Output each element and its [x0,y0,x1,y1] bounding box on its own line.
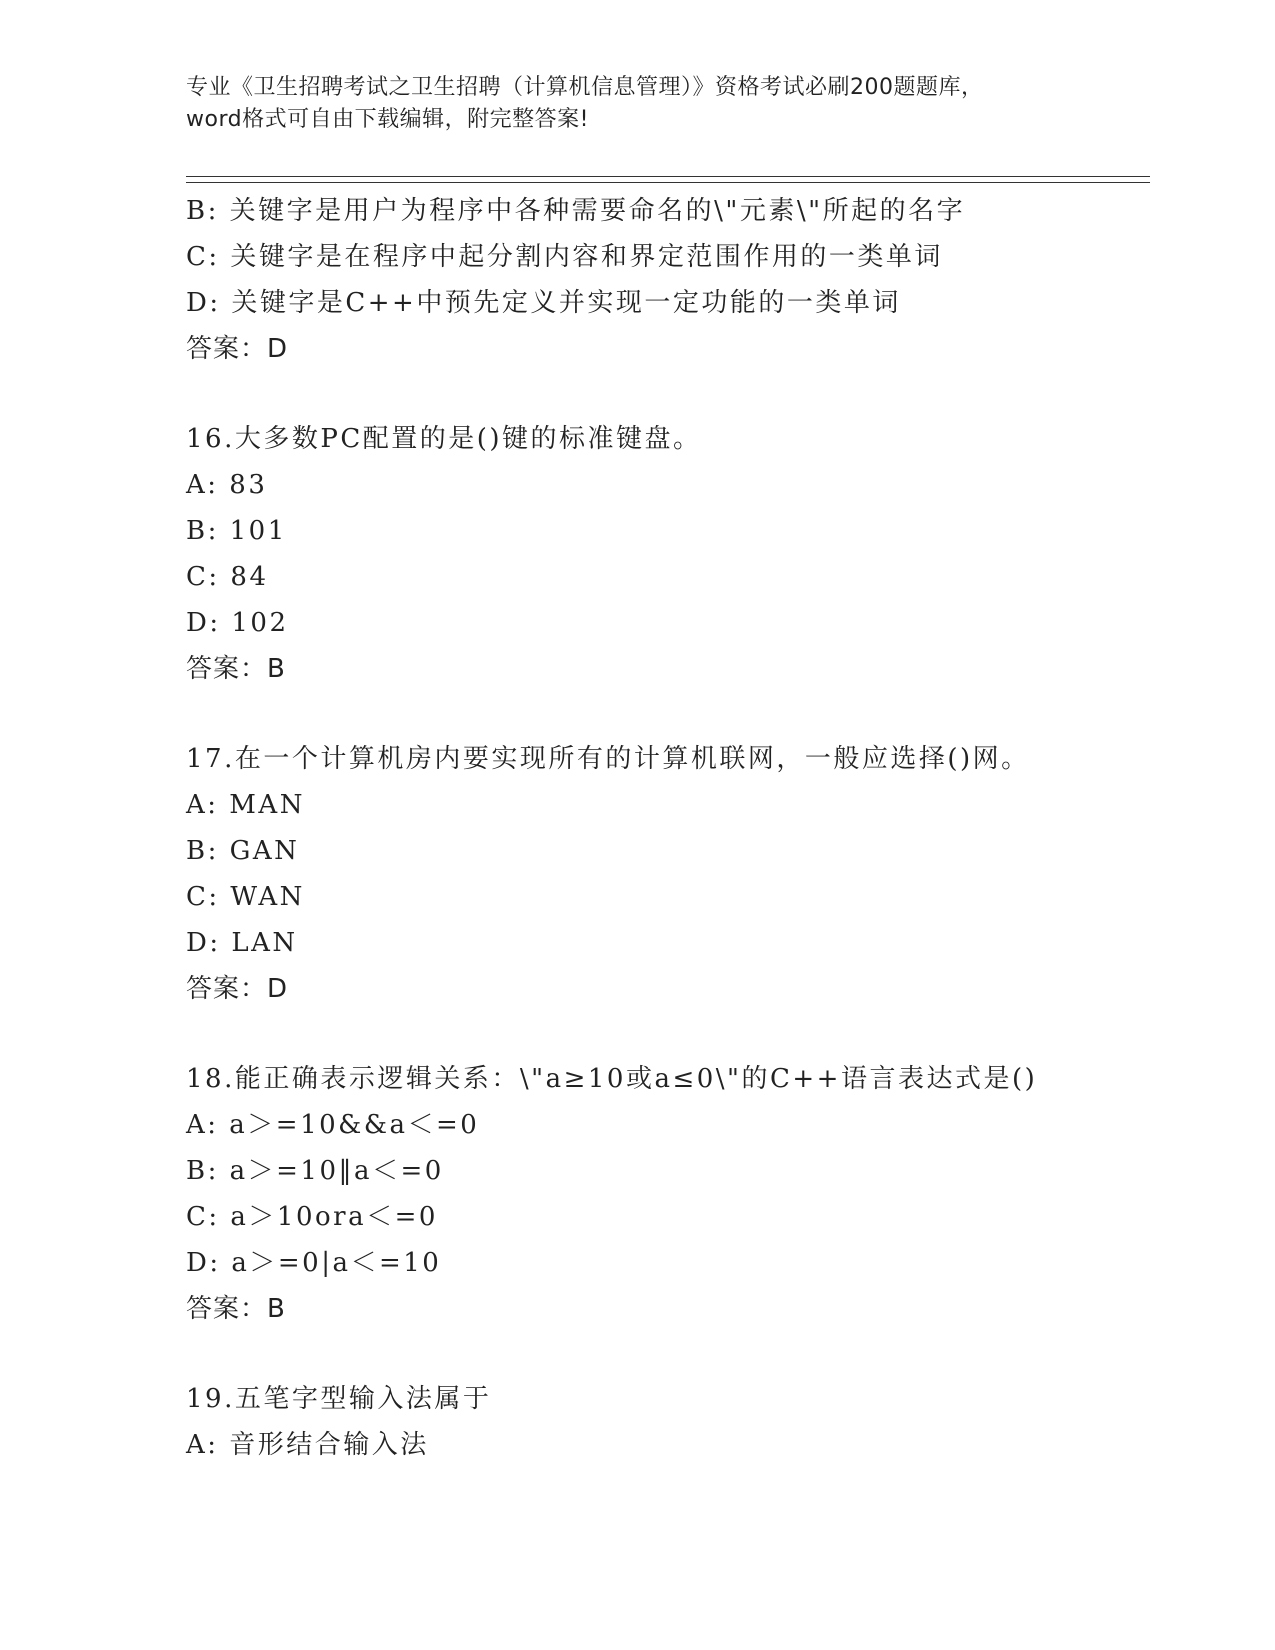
spacer [186,692,1146,736]
question-16 [186,416,1146,692]
option-a: A: a＞=10&&a＜=0 [186,1110,480,1140]
option-c: C: a＞10ora＜=0 [186,1202,438,1232]
option-c: C: 84 [186,562,269,592]
header-divider-top [186,176,1150,177]
option-b: B: 关键字是用户为程序中各种需要命名的\"元素\"所起的名字 [186,196,966,226]
option-d: D: LAN [186,928,298,958]
document-header [186,72,1086,136]
option-a: A: 83 [186,470,268,500]
question-stem: 17.在一个计算机房内要实现所有的计算机联网，一般应选择()网。 [186,744,1030,774]
answer: 答案：D [186,334,289,364]
option-b: B: GAN [186,836,300,866]
header-line-1: 专业《卫生招聘考试之卫生招聘（计算机信息管理）》资格考试必刷200题题库， [186,75,984,100]
header-line-2: word格式可自由下载编辑，附完整答案! [186,107,589,132]
option-b: B: 101 [186,516,287,546]
question-17 [186,736,1146,1012]
header-divider-bottom [186,182,1150,183]
option-c: C: WAN [186,882,305,912]
question-list [186,188,1146,1468]
option-d: D: a＞=0|a＜=10 [186,1248,442,1278]
spacer [186,1012,1146,1056]
answer: 答案：B [186,1294,286,1324]
option-a: A: 音形结合输入法 [186,1430,429,1460]
question-15-tail [186,188,1146,372]
option-c: C: 关键字是在程序中起分割内容和界定范围作用的一类单词 [186,242,943,272]
question-stem: 16.大多数PC配置的是()键的标准键盘。 [186,424,702,454]
spacer [186,372,1146,416]
option-d: D: 102 [186,608,289,638]
option-b: B: a＞=10‖a＜=0 [186,1156,444,1186]
option-d: D: 关键字是C++中预先定义并实现一定功能的一类单词 [186,288,901,318]
answer: 答案：B [186,654,286,684]
question-stem: 19.五笔字型输入法属于 [186,1384,492,1414]
question-18 [186,1056,1146,1332]
spacer [186,1332,1146,1376]
answer: 答案：D [186,974,289,1004]
option-a: A: MAN [186,790,305,820]
question-19 [186,1376,1146,1468]
question-stem: 18.能正确表示逻辑关系：\"a≥10或a≤0\"的C++语言表达式是() [186,1064,1038,1094]
